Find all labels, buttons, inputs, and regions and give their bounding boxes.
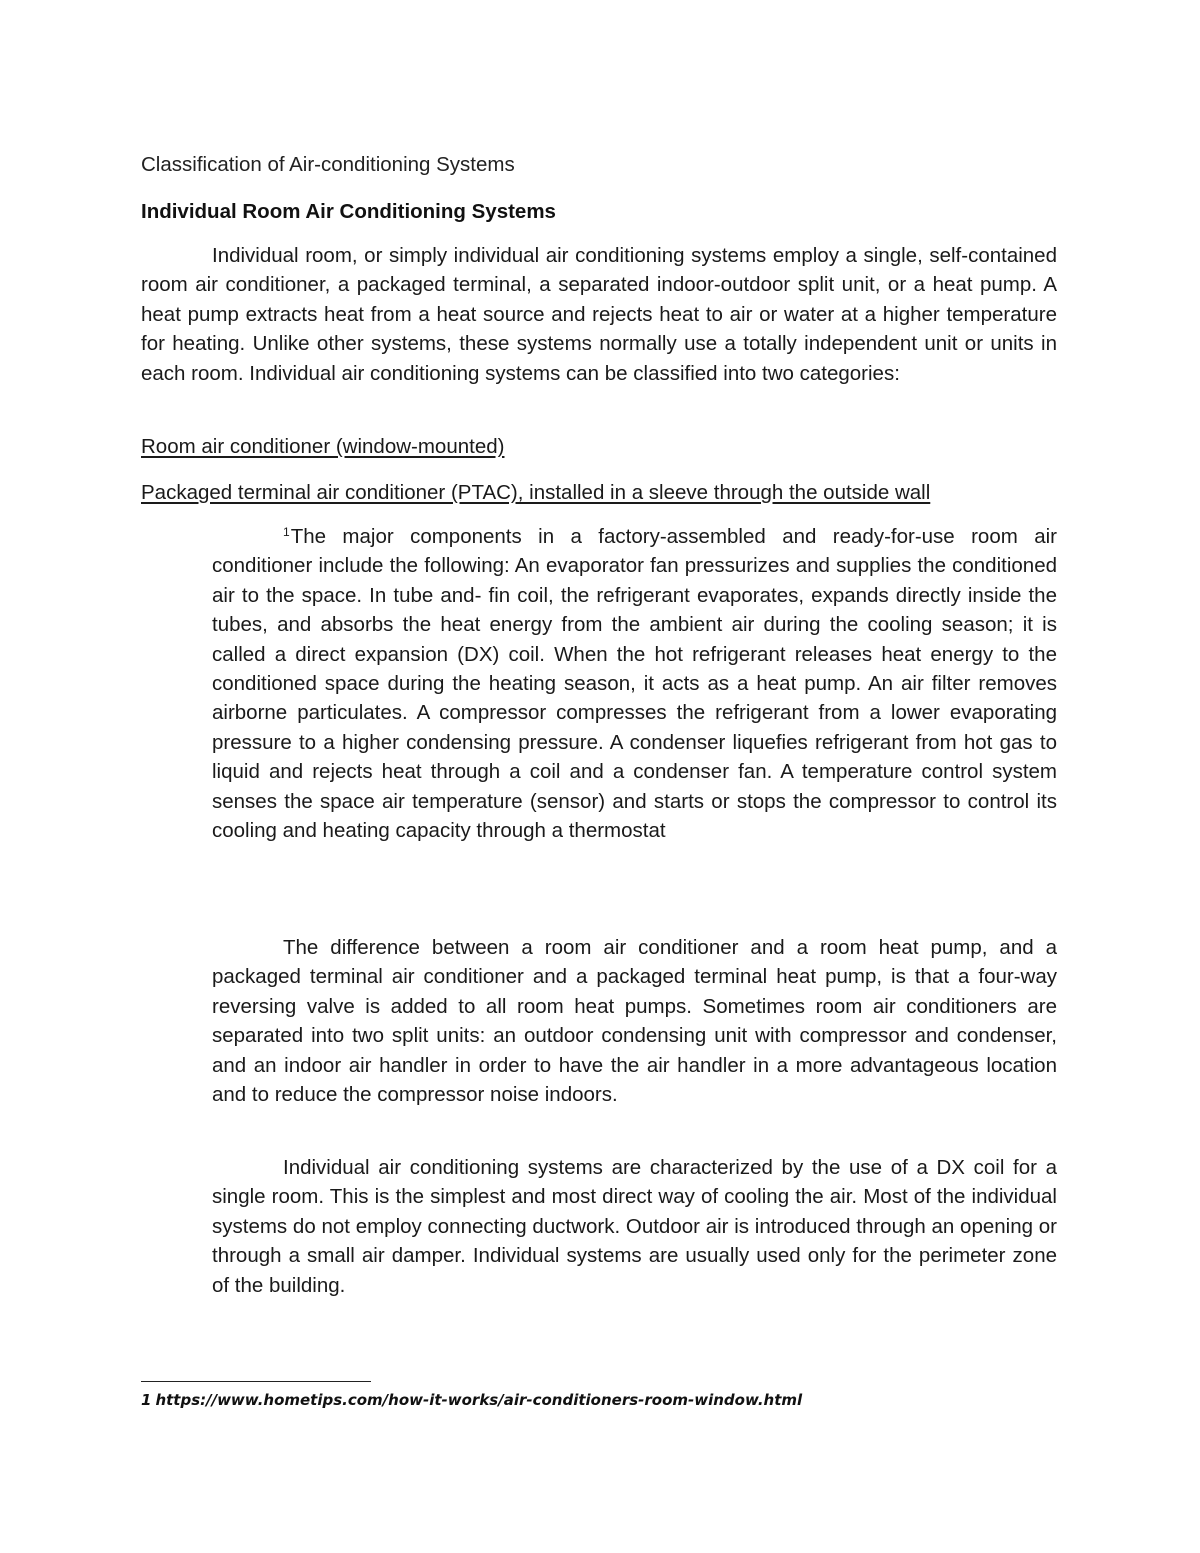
category-room-air-conditioner: Room air conditioner (window-mounted) — [141, 435, 505, 458]
section-heading: Individual Room Air Conditioning Systems — [141, 200, 556, 223]
footnote-link[interactable]: https://www.hometips.com/how-it-works/air-conditioners-room-window.html — [155, 1391, 803, 1409]
footnote — [141, 1389, 802, 1411]
paragraph-components-text: The major components in a factory-assembled and ready-for-use room air conditioner include the following: An evaporator fan pressurizes and supplies the conditioned air to the space. In tube and- fin coil, the refrigerant evaporates, expands directly inside the tubes, and absorbs the heat energy from the ambient air during the cooling season; it is called a direct expansion (DX) coil. When the hot refrigerant releases heat energy to the conditioned space during the heating season, it acts as a heat pump. An air filter removes airborne particulates. A compressor compresses the refrigerant from a lower evaporating pressure to a higher condensing pressure. A condenser liquefies refrigerant from hot gas to liquid and rejects heat through a coil and a condenser fan. A temperature control system senses the space air temperature (sensor) and starts or stops the compressor to control its cooling and heating capacity through a thermostat — [212, 525, 1057, 843]
footnote-number: 1 — [141, 1391, 152, 1409]
paragraph-components — [212, 522, 1057, 845]
footnote-separator — [141, 1381, 371, 1382]
footnote-reference[interactable]: 1 — [283, 525, 290, 539]
paragraph-dx-coil: Individual air conditioning systems are characterized by the use of a DX coil for a single room. This is the simplest and most direct way of cooling the air. Most of the individual systems do not employ connecting ductwork. Outdoor air is introduced through an opening or through a small air damper. Individual systems are usually used only for the perimeter zone of the building. — [212, 1156, 1057, 1297]
document-title: Classification of Air-conditioning Systems — [141, 153, 515, 176]
paragraph-intro: Individual room, or simply individual air conditioning systems employ a single, self-contained room air conditioner, a packaged terminal, a separated indoor-outdoor split unit, or a heat pump. A heat pump extracts heat from a heat source and rejects heat to air or water at a higher temperature for heating. Unlike other systems, these systems normally use a totally independent unit or units in each room. Individual air conditioning systems can be classified into two categories: — [141, 244, 1057, 385]
paragraph-heat-pump-difference: The difference between a room air conditioner and a room heat pump, and a packaged terminal air conditioner and a packaged terminal heat pump, is that a four-way reversing valve is added to all room heat pumps. Sometimes room air conditioners are separated into two split units: an outdoor condensing unit with compressor and condenser, and an indoor air handler in order to have the air handler in a more advantageous location and to reduce the compressor noise indoors. — [212, 936, 1057, 1107]
category-ptac: Packaged terminal air conditioner (PTAC), installed in a sleeve through the outside wall — [141, 481, 931, 504]
